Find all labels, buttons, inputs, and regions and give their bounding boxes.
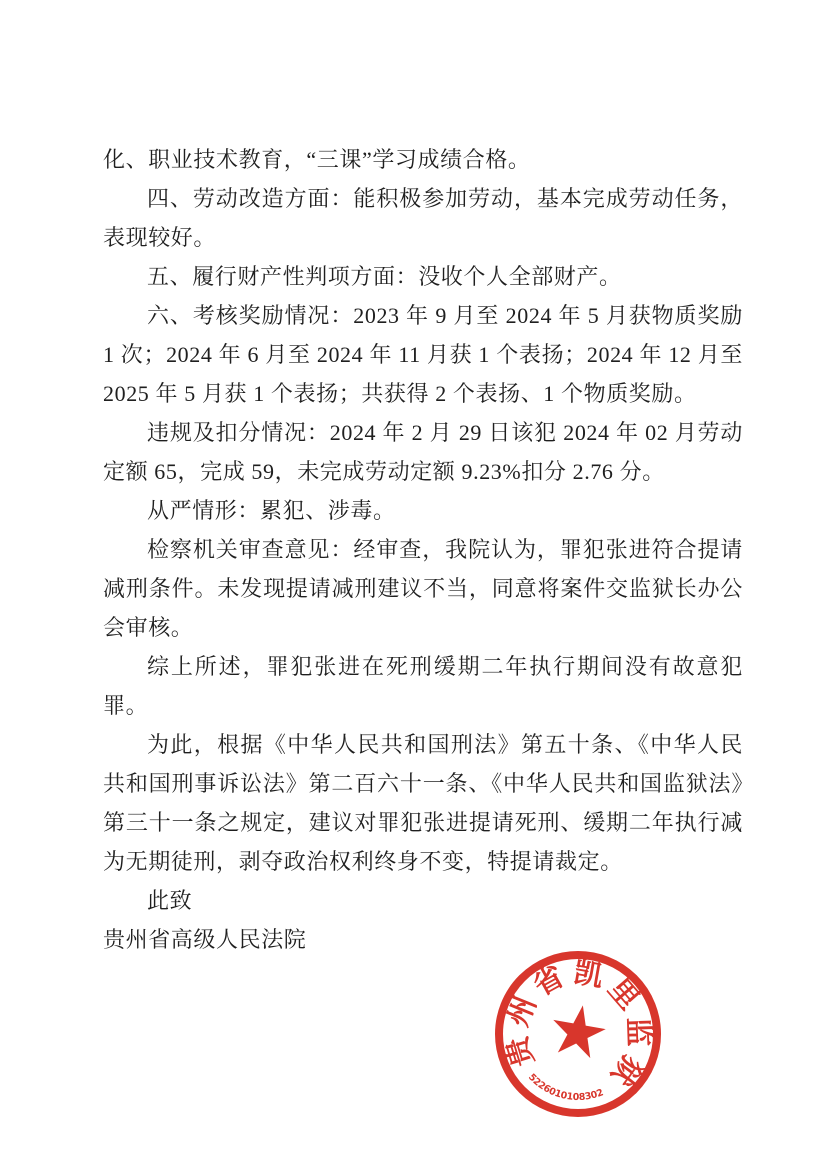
svg-text:贵: 贵 [501,1032,541,1071]
paragraph-legal-basis: 为此，根据《中华人民共和国刑法》第五十条、《中华人民共和国刑事诉讼法》第二百六十一条、《中华人民共和国监狱法》第三十一条之规定，建议对罪犯张进提请死刑、缓期二年执行减为无期徒刑，剥夺政治权利终身不变，特提请裁定。 [103,732,743,874]
svg-text:监: 监 [621,1016,655,1047]
seal-serial-number: 5226010108302 [525,1071,607,1104]
svg-text:州: 州 [502,992,543,1031]
paragraph-property-judgment: 五、履行财产性判项方面：没收个人全部财产。 [147,264,622,289]
star-icon [548,1001,609,1060]
document-body [103,140,743,959]
seal-graphic [499,955,657,1113]
paragraph-violations-deductions: 违规及扣分情况：2024 年 2 月 29 日该犯 2024 年 02 月劳动定额 65，完成 59，未完成劳动定额 9.23%扣分 2.76 分。 [103,420,743,484]
svg-text:里: 里 [601,973,645,1017]
recipient-court: 贵州省高级人民法院 [103,927,307,952]
svg-text:凯: 凯 [571,956,606,994]
svg-text:省: 省 [528,960,570,1003]
paragraph-conclusion: 综上所述，罪犯张进在死刑缓期二年执行期间没有故意犯罪。 [103,654,743,718]
paragraph-labor-reform: 四、劳动改造方面：能积极参加劳动，基本完成劳动任务，表现较好。 [103,186,743,250]
paragraph-procuratorate-opinion: 检察机关审查意见：经审查，我院认为，罪犯张进符合提请减刑条件。未发现提请减刑建议不当，同意将案件交监狱长办公会审核。 [103,537,743,640]
svg-text:狱: 狱 [604,1048,648,1092]
official-seal [494,950,678,1134]
closing-salute: 此致 [147,888,193,913]
paragraph-education-continued: 化、职业技术教育，“三课”学习成绩合格。 [103,147,531,172]
paragraph-assessment-rewards: 六、考核奖励情况：2023 年 9 月至 2024 年 5 月获物质奖励 1 次；2024 年 6 月至 2024 年 11 月获 1 个表扬；2024 年 12 月至 2025 年 5 月获 1 个表扬；共获得 2 个表扬、1 个物质奖励。 [103,303,743,406]
paragraph-aggravating-circumstances: 从严情形：累犯、涉毒。 [147,498,396,523]
